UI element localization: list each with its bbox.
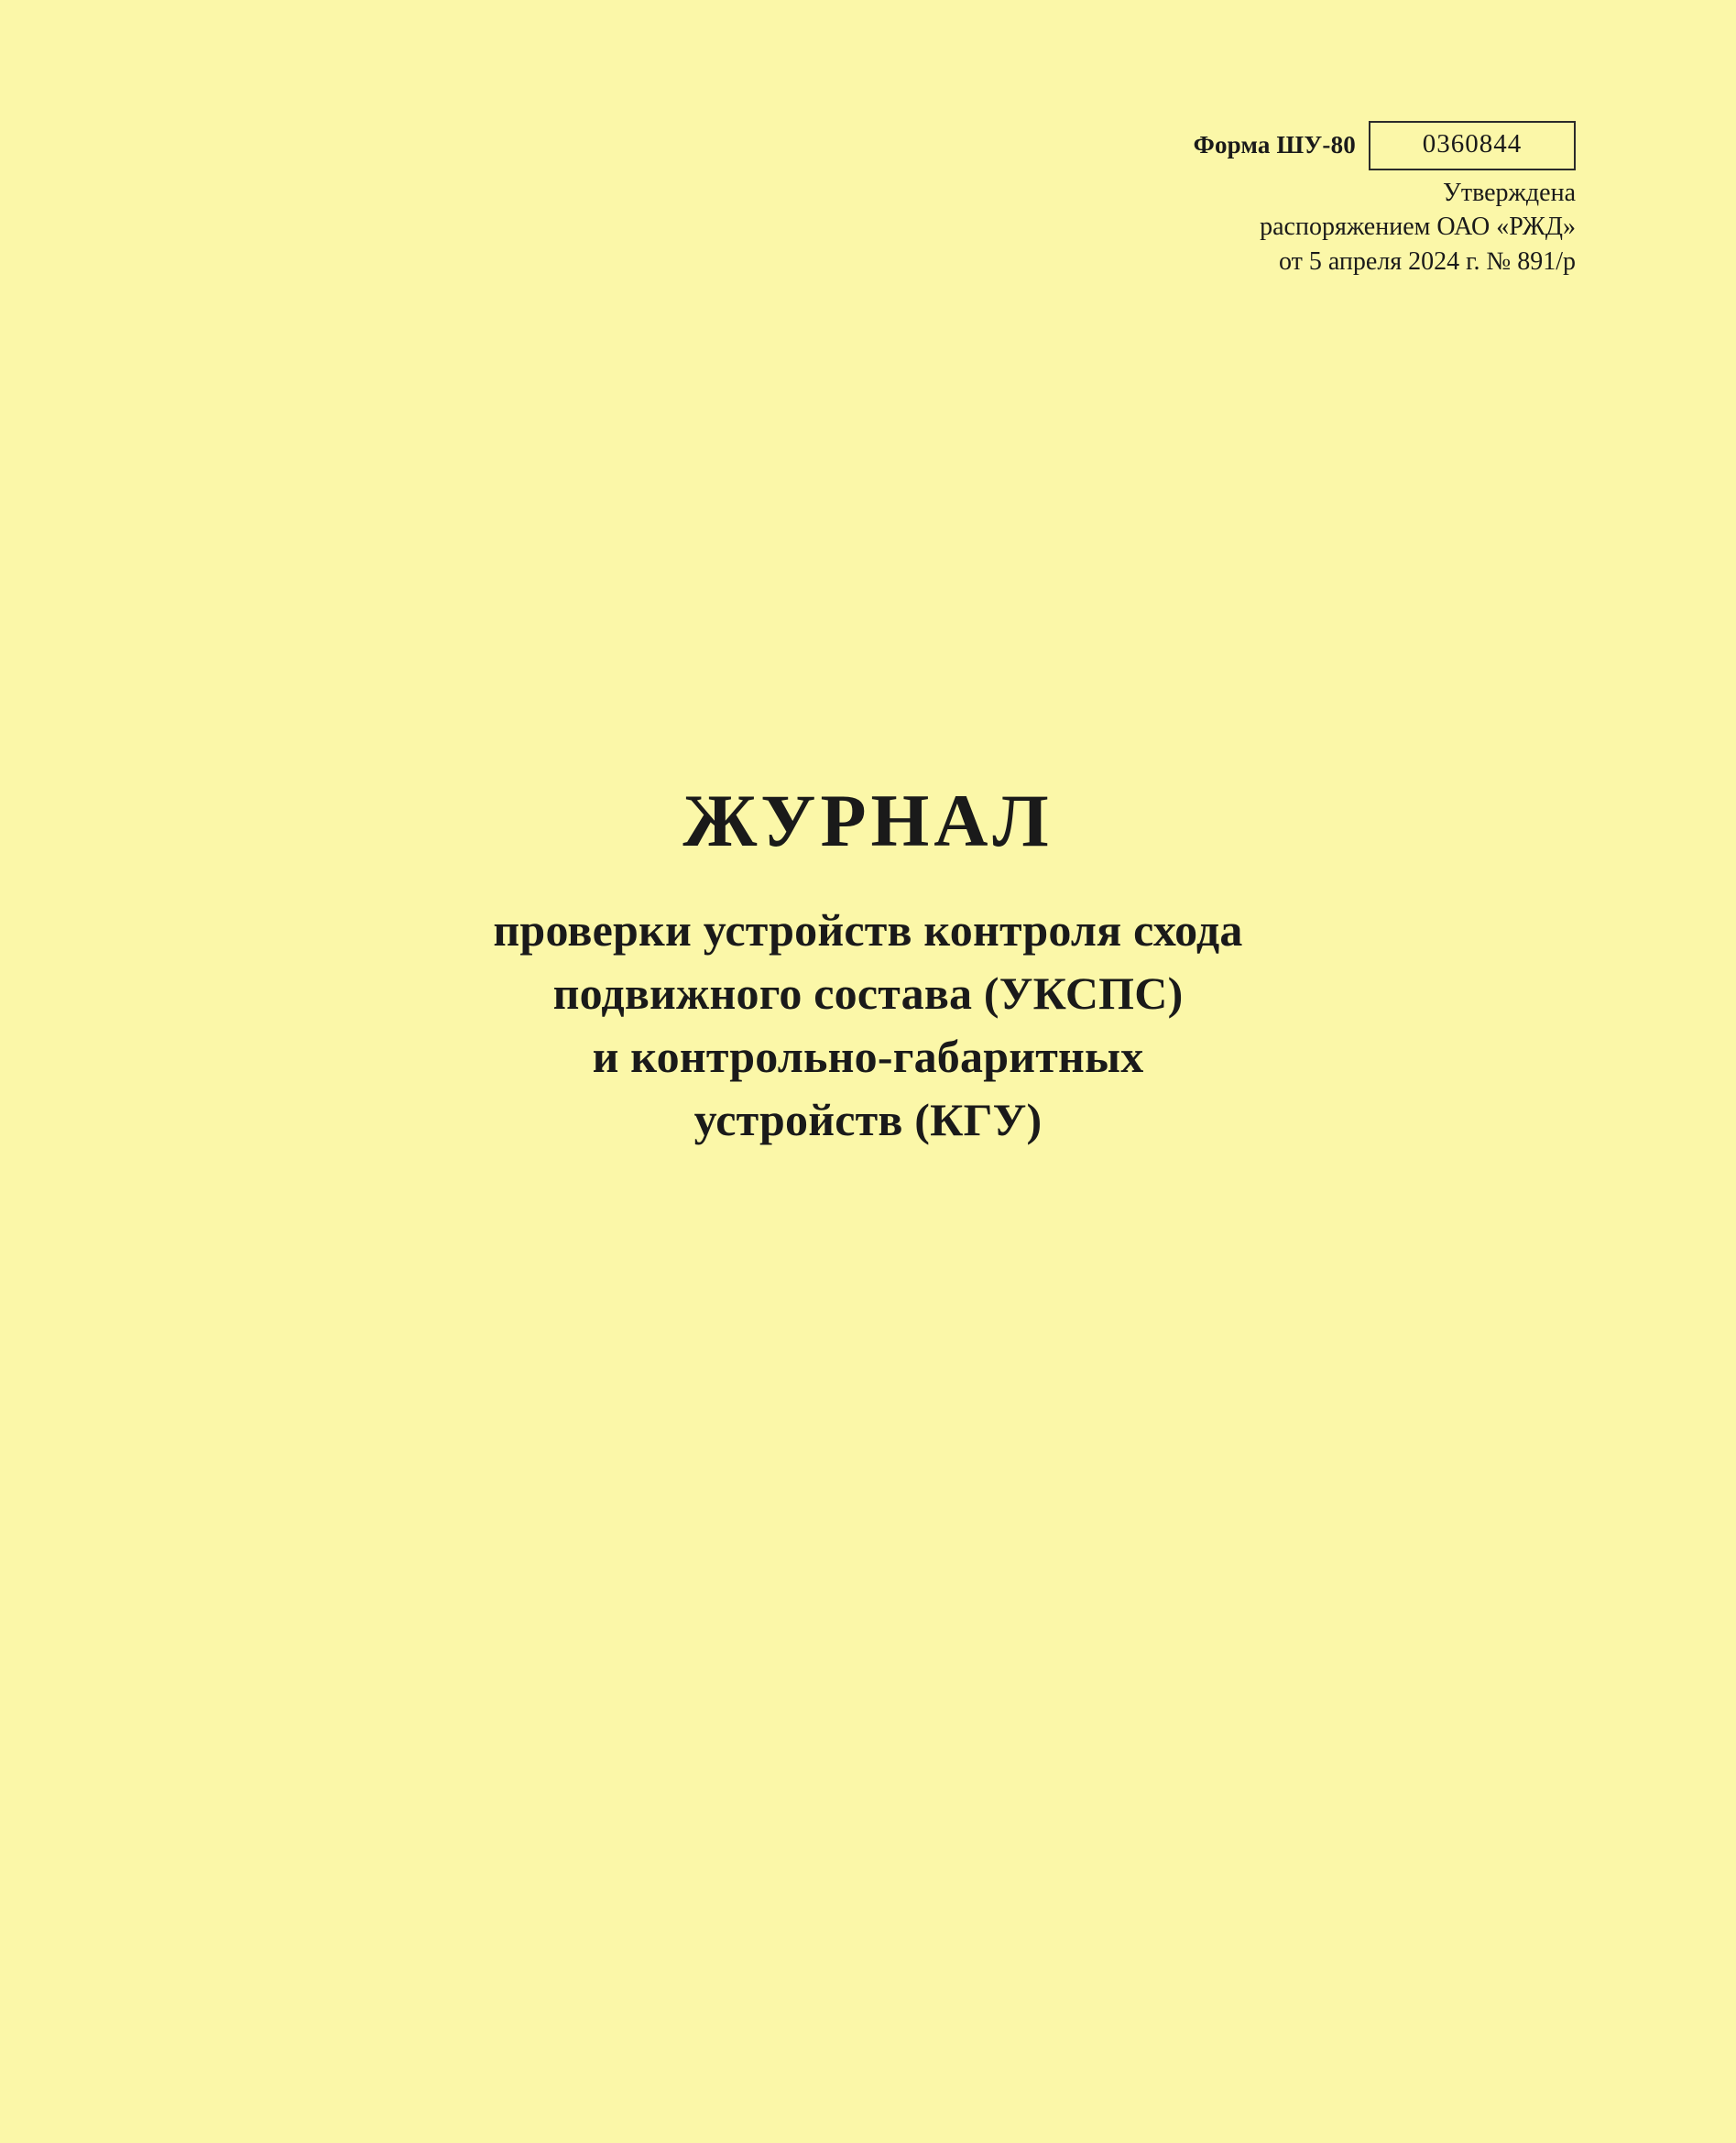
- form-header-block: [1194, 121, 1576, 279]
- approval-line-2: распоряжением ОАО «РЖД»: [1260, 213, 1576, 242]
- approval-block: [1194, 176, 1576, 279]
- subtitle-line-2: подвижного состава (УКСПС): [552, 968, 1184, 1019]
- form-label: Форма ШУ-80: [1193, 131, 1356, 159]
- subtitle-line-3: и контрольно-габаритных: [592, 1031, 1144, 1082]
- form-number-box: 0360844: [1369, 121, 1576, 170]
- subtitle-line-4: устройств (КГУ): [693, 1094, 1043, 1145]
- page-title: ЖУРНАЛ: [682, 779, 1054, 862]
- approval-line-3: от 5 апреля 2024 г. № 891/р: [1278, 246, 1576, 276]
- form-number-row: [1194, 121, 1576, 170]
- approval-line-1: Утверждена: [1443, 178, 1576, 207]
- title-block: [0, 779, 1736, 1152]
- page-subtitle: [229, 899, 1507, 1152]
- subtitle-line-1: проверки устройств контроля схода: [493, 904, 1243, 956]
